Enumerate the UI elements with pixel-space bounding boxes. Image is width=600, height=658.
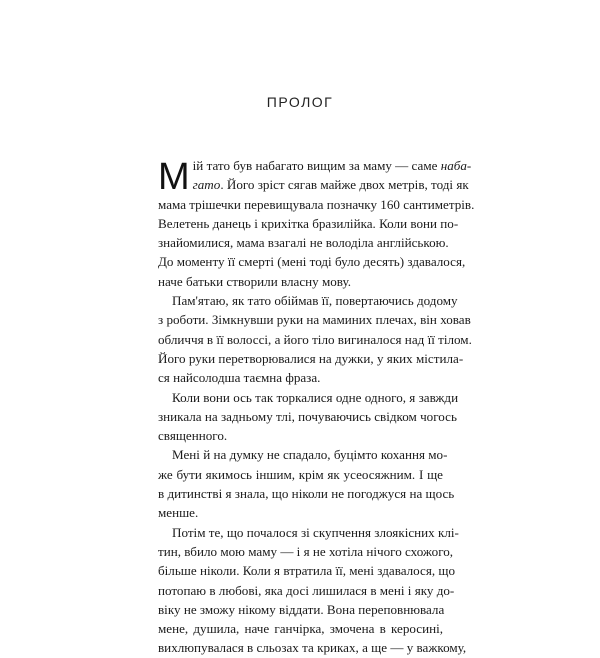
paragraph <box>158 388 459 446</box>
paragraph <box>158 291 472 387</box>
text-line: мама трішечки перевищувала позначку 160 сантиметрів. <box>158 196 475 212</box>
text-line: тин, вбило мою маму — і я не хотіла нічого схожого, <box>158 543 454 559</box>
italic-text: наба- <box>440 158 472 173</box>
text-line: наче батьки створили власну мову. <box>158 273 352 289</box>
text-line: знайомилися, мама взагалі не володіла англійською. <box>158 235 449 251</box>
text-line: Мені й на думку не спадало, буцімто кохання мо- <box>172 447 448 463</box>
chapter-body <box>158 156 475 658</box>
text-line: віку не зможу нікому віддати. Вона переповнювала <box>158 601 445 617</box>
text-line: Його руки перетворювалися на дужки, у яких містила- <box>158 350 464 366</box>
text-line: потопаю в любові, яка досі лишилася в мені і яку до- <box>158 582 455 598</box>
text-line: гато. Його зріст сягав майже двох метрів, тоді як <box>192 177 469 193</box>
text-line: ій тато був набагато вищим за маму — саме наба- <box>192 158 472 173</box>
text-line: більше ніколи. Коли я втратила її, мені здавалося, що <box>158 563 456 579</box>
text-line: менше. <box>158 505 199 521</box>
text-line: Пам'ятаю, як тато обіймав її, повертаючись додому <box>172 293 458 309</box>
text-line: Велетень данець і крихітка бразилійка. Коли вони по- <box>158 215 459 231</box>
paragraph <box>158 156 475 291</box>
paragraph <box>158 523 467 658</box>
chapter-title: ПРОЛОГ <box>266 94 334 110</box>
text-line: вихлюпувалася в сльозах та криках, а ще — у важкому, <box>158 640 467 656</box>
text-line: священного. <box>158 428 228 444</box>
text-line: обличчя в її волоссі, а його тіло вигиналося над її тілом. <box>158 331 472 347</box>
text-line: зникала на задньому тлі, почуваючись свідком чогось <box>158 408 457 424</box>
paragraph <box>158 445 455 522</box>
drop-cap: М <box>158 156 190 198</box>
text-line: ся найсолодша таємна фраза. <box>158 370 321 386</box>
text-line: же бути якимось іншим, крім як усеосяжним. І ще <box>158 466 443 482</box>
italic-text: гато <box>192 177 221 193</box>
text-line: Коли вони ось так торкалися одне одного, я завжди <box>172 389 459 405</box>
text-line: Потім те, що почалося зі скупчення злоякісних клі- <box>172 524 459 540</box>
text-line: в дитинстві я знала, що ніколи не погоджуся на щось <box>158 486 455 502</box>
text-line: з роботи. Зімкнувши руки на маминих плечах, він ховав <box>158 312 471 328</box>
text-line: До моменту її смерті (мені тоді було десять) здавалося, <box>158 254 466 270</box>
text-line: мене, душила, наче ганчірка, змочена в керосині, <box>158 621 443 637</box>
